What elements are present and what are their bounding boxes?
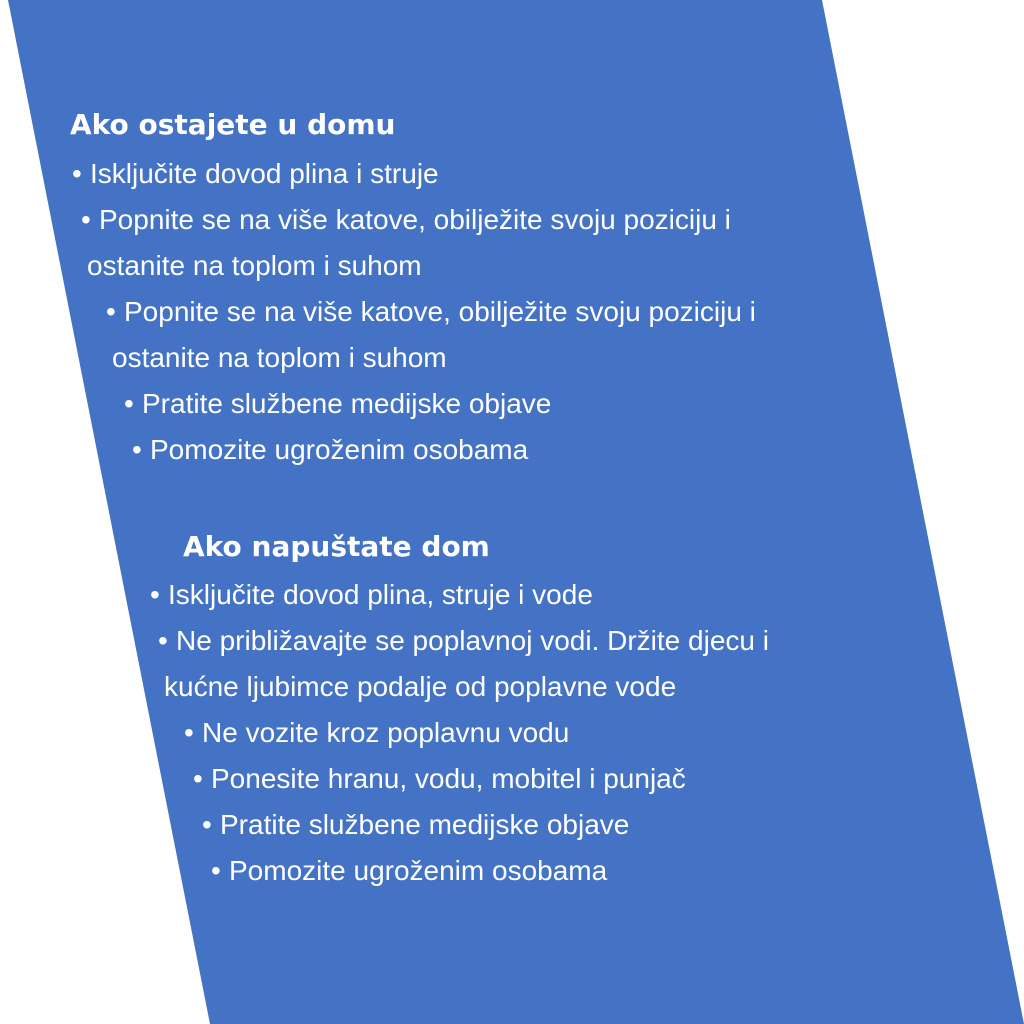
list-item [132, 427, 528, 473]
list-item-text: Popnite se na više katove, obilježite svoju poziciju i [124, 296, 756, 327]
bullet-icon: • [202, 809, 212, 840]
list-item-text: Popnite se na više katove, obilježite svoju poziciju i [99, 204, 731, 235]
list-item-text: Isključite dovod plina, struje i vode [168, 579, 593, 610]
bullet-icon: • [211, 855, 221, 886]
bullet-icon: • [193, 763, 203, 794]
bullet-icon: • [72, 158, 82, 189]
list-item [158, 618, 769, 710]
bullet-icon: • [124, 388, 134, 419]
list-item-text: Pratite službene medijske objave [142, 388, 552, 419]
bullet-icon: • [132, 434, 142, 465]
list-item-continuation: kućne ljubimce podalje od poplavne vode [164, 671, 677, 702]
list-item-text: Ponesite hranu, vodu, mobitel i punjač [211, 763, 686, 794]
list-item-continuation: ostanite na toplom i suhom [87, 250, 422, 281]
list-item-text: Pomozite ugroženim osobama [150, 434, 529, 465]
list-item-text: Pratite službene medijske objave [220, 809, 630, 840]
section-stay-heading: Ako ostajete u domu [70, 108, 396, 141]
bullet-icon: • [81, 204, 91, 235]
bullet-icon: • [184, 717, 194, 748]
list-item-text: Ne vozite kroz poplavnu vodu [202, 717, 570, 748]
list-item-continuation: ostanite na toplom i suhom [112, 342, 447, 373]
list-item [106, 289, 756, 381]
list-item-text: Ne približavajte se poplavnoj vodi. Držite djecu i [176, 625, 769, 656]
list-item [184, 710, 569, 756]
list-item [193, 756, 686, 802]
bullet-icon: • [150, 579, 160, 610]
section-leave-heading: Ako napuštate dom [183, 530, 490, 563]
list-item [202, 802, 629, 848]
list-item-text: Isključite dovod plina i struje [90, 158, 439, 189]
list-item [211, 848, 607, 894]
bullet-icon: • [158, 625, 168, 656]
list-item [150, 572, 593, 618]
list-item [81, 197, 731, 289]
list-item [124, 381, 551, 427]
list-item [72, 151, 439, 197]
list-item-text: Pomozite ugroženim osobama [229, 855, 608, 886]
bullet-icon: • [106, 296, 116, 327]
